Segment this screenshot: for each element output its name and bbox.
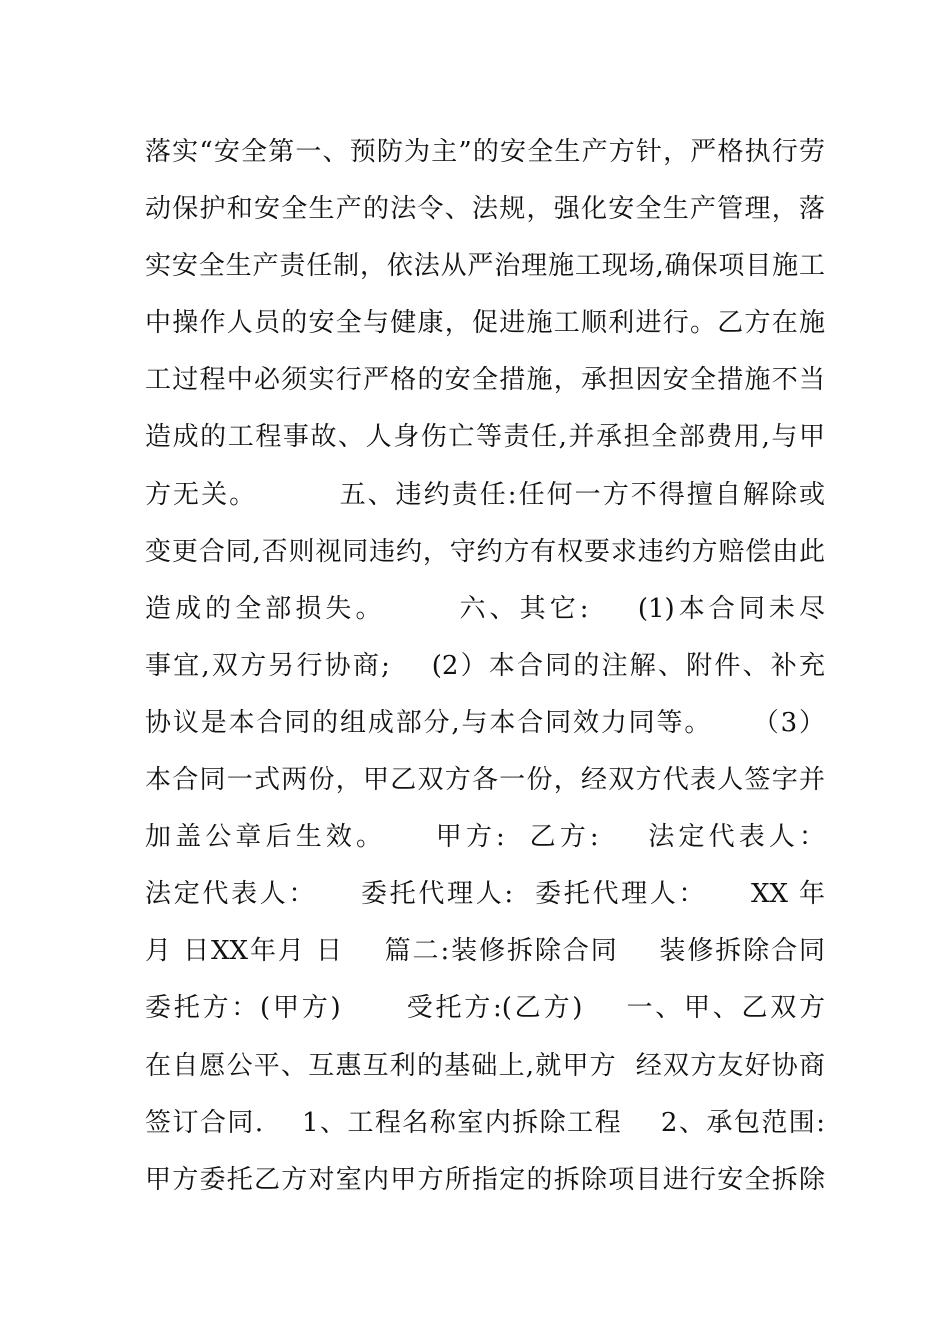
text-line: 造成的工程事故、人身伤亡等责任,并承担全部费用,与甲 [145,422,825,453]
contract-text-body [145,124,825,1209]
text-line: 造成的全部损失。 六、其它: (1)本合同未尽 [145,593,825,624]
text-line: 动保护和安全生产的法令、法规，强化安全生产管理，落 [145,194,825,225]
text-line: 实安全生产责任制，依法从严治理施工现场,确保项目施工 [145,251,825,282]
text-line: 协议是本合同的组成部分,与本合同效力同等。 （3） [145,707,825,738]
text-line: 委托方：(甲方) 受托方:(乙方) 一、甲、乙双方 [145,993,825,1024]
text-line: 本合同一式两份，甲乙双方各一份，经双方代表人签字并 [145,765,825,796]
text-line: 中操作人员的安全与健康，促进施工顺利进行。乙方在施 [145,308,825,339]
text-line: 工过程中必须实行严格的安全措施，承担因安全措施不当 [145,365,825,396]
text-line: 变更合同,否则视同违约，守约方有权要求违约方赔偿由此 [145,536,825,567]
text-line: 落实“安全第一、预防为主”的安全生产方针，严格执行劳 [145,137,825,167]
text-line: 在自愿公平、互惠互利的基础上,就甲方 经双方友好协商 [145,1050,825,1081]
text-line: 签订合同. 1、工程名称室内拆除工程 2、承包范围: [145,1107,825,1138]
text-line: 加盖公章后生效。 甲方: 乙方: 法定代表人： [145,822,825,853]
text-line: 法定代表人： 委托代理人: 委托代理人： XX 年 [145,879,825,910]
text-line: 月 日XX年月 日 篇二:装修拆除合同 装修拆除合同 [145,936,825,967]
text-line: 甲方委托乙方对室内甲方所指定的拆除项目进行安全拆除 [145,1164,825,1195]
text-line: 方无关。 五、违约责任:任何一方不得擅自解除或 [145,479,825,510]
text-line: 事宜,双方另行协商; (2）本合同的注解、附件、补充 [145,650,825,681]
